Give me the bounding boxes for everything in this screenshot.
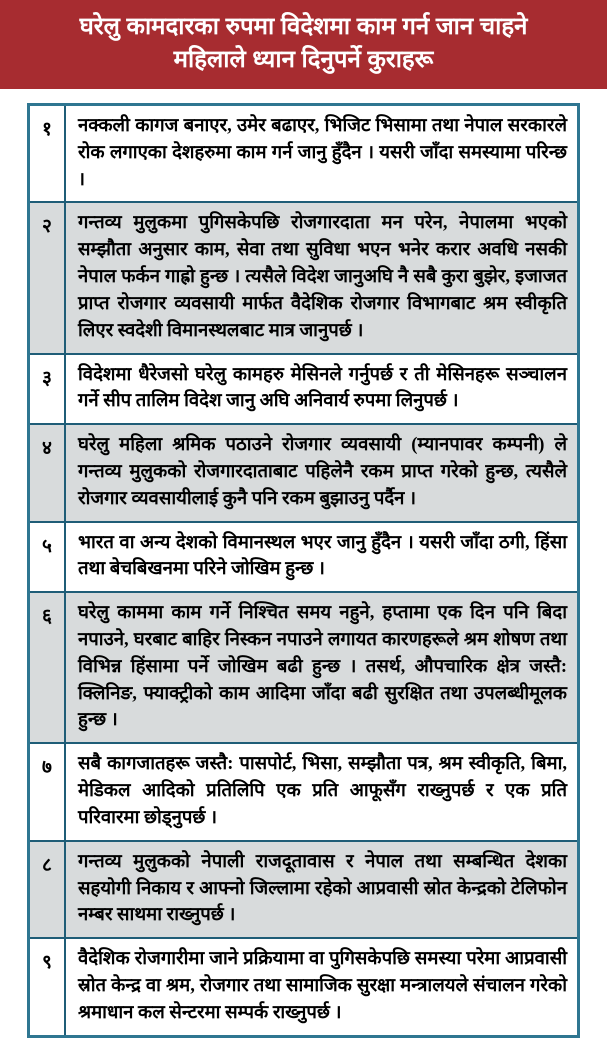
row-text: नक्कली कागज बनाएर, उमेर बढाएर, भिजिट भिसामा तथा नेपाल सरकारले रोक लगाएका देशहरुमा काम गर्न जानु हुँदैन । यसरी जाँदा समस्यामा परिन्छ । — [78, 116, 567, 190]
row-text: सबै कागजातहरू जस्तै: पासपोर्ट, भिसा, सम्झौता पत्र, श्रम स्वीकृति, बिमा, मेडिकल आदिको प्रतिलिपि एक प्रति आफूसँग राख्नुपर्छ र एक प्रति परिवारमा छोड्नुपर्छ । — [78, 754, 567, 828]
advice-table — [27, 103, 580, 1038]
table-row — [30, 937, 577, 1034]
row-number: ८ — [30, 842, 66, 937]
row-number: ७ — [30, 744, 66, 839]
row-number: १ — [30, 106, 66, 201]
table-row — [30, 423, 577, 520]
page-title-line-1: घरेलु कामदारका रुपमा विदेशमा काम गर्न जान चाहने — [79, 13, 528, 41]
table-row — [30, 840, 577, 937]
row-text: वैदेशिक रोजगारीमा जाने प्रक्रियामा वा पुगिसकेपछि समस्या परेमा आप्रवासी स्रोत केन्द्र वा श्रम, रोजगार तथा सामाजिक सुरक्षा मन्त्रालयले संचालन गरेको श्रमाधान कल सेन्टरमा सम्पर्क राख्नुपर्छ । — [78, 949, 567, 1023]
row-text: भारत वा अन्य देशको विमानस्थल भएर जानु हुँदैन । यसरी जाँदा ठगी, हिंसा तथा बेचबिखनमा परिने जोखिम हुन्छ । — [78, 532, 567, 580]
row-number: ५ — [30, 523, 66, 592]
row-text: गन्तव्य मुलुकको नेपाली राजदूतावास र नेपाल तथा सम्बन्धित देशका सहयोगी निकाय र आफ्नो जिल्लामा रहेको आप्रवासी स्रोत केन्द्रको टेलिफोन नम्बर साथमा राख्नुपर्छ । — [78, 851, 567, 926]
row-text: विदेशमा धैरेजसो घरेलु कामहरु मेसिनले गर्नुपर्छ र ती मेसिनहरू सञ्चालन गर्ने सीप तालिम विदेश जानु अघि अनिवार्य रुपमा लिनुपर्छ । — [78, 364, 567, 412]
table-row — [30, 201, 577, 352]
table-row — [30, 106, 577, 201]
header-banner — [0, 0, 607, 89]
row-number: ४ — [30, 425, 66, 520]
row-text: घरेलु काममा काम गर्ने निश्चित समय नहुने, हप्तामा एक दिन पनि बिदा नपाउने, घरबाट बाहिर निस्कन नपाउने लगायत कारणहरूले श्रम शोषण तथा विभिन्न हिंसामा पर्ने जोखिम बढी हुन्छ । तसर्थ, औपचारिक क्षेत्र जस्तै: क्लिनिङ, फ्याक्ट्रीको काम आदिमा जाँदा बढी सुरक्षित तथा उपलब्धीमूलक हुन्छ । — [78, 603, 567, 731]
row-number: ९ — [30, 939, 66, 1034]
table-row — [30, 742, 577, 839]
row-text: गन्तव्य मुलुकमा पुगिसकेपछि रोजगारदाता मन परेन, नेपालमा भएको सम्झौता अनुसार काम, सेवा तथा सुविधा भएन भनेर करार अवधि नसकी नेपाल फर्कन गाह्रो हुन्छ । त्यसैले विदेश जानुअघि नै सबै कुरा बुझेर, इजाजत प्राप्त रोजगार व्यवसायी मार्फत वैदेशिक रोजगार विभागबाट श्रम स्वीकृति लिएर स्वदेशी विमानस्थलबाट मात्र जानुपर्छ । — [78, 213, 567, 341]
row-text: घरेलु महिला श्रमिक पठाउने रोजगार व्यवसायी (म्यानपावर कम्पनी) ले गन्तव्य मुलुकको रोजगारदाताबाट पहिलेनै रकम प्राप्त गरेको हुन्छ, त्यसैले रोजगार व्यवसायीलाई कुनै पनि रकम बुझाउनु पर्दैन । — [78, 435, 567, 509]
row-number: ३ — [30, 355, 66, 424]
page-title-line-2: महिलाले ध्यान दिनुपर्ने कुराहरू — [173, 45, 434, 73]
row-number: ६ — [30, 593, 66, 742]
table-row — [30, 353, 577, 424]
table-row — [30, 521, 577, 592]
table-row — [30, 591, 577, 742]
row-number: २ — [30, 203, 66, 352]
